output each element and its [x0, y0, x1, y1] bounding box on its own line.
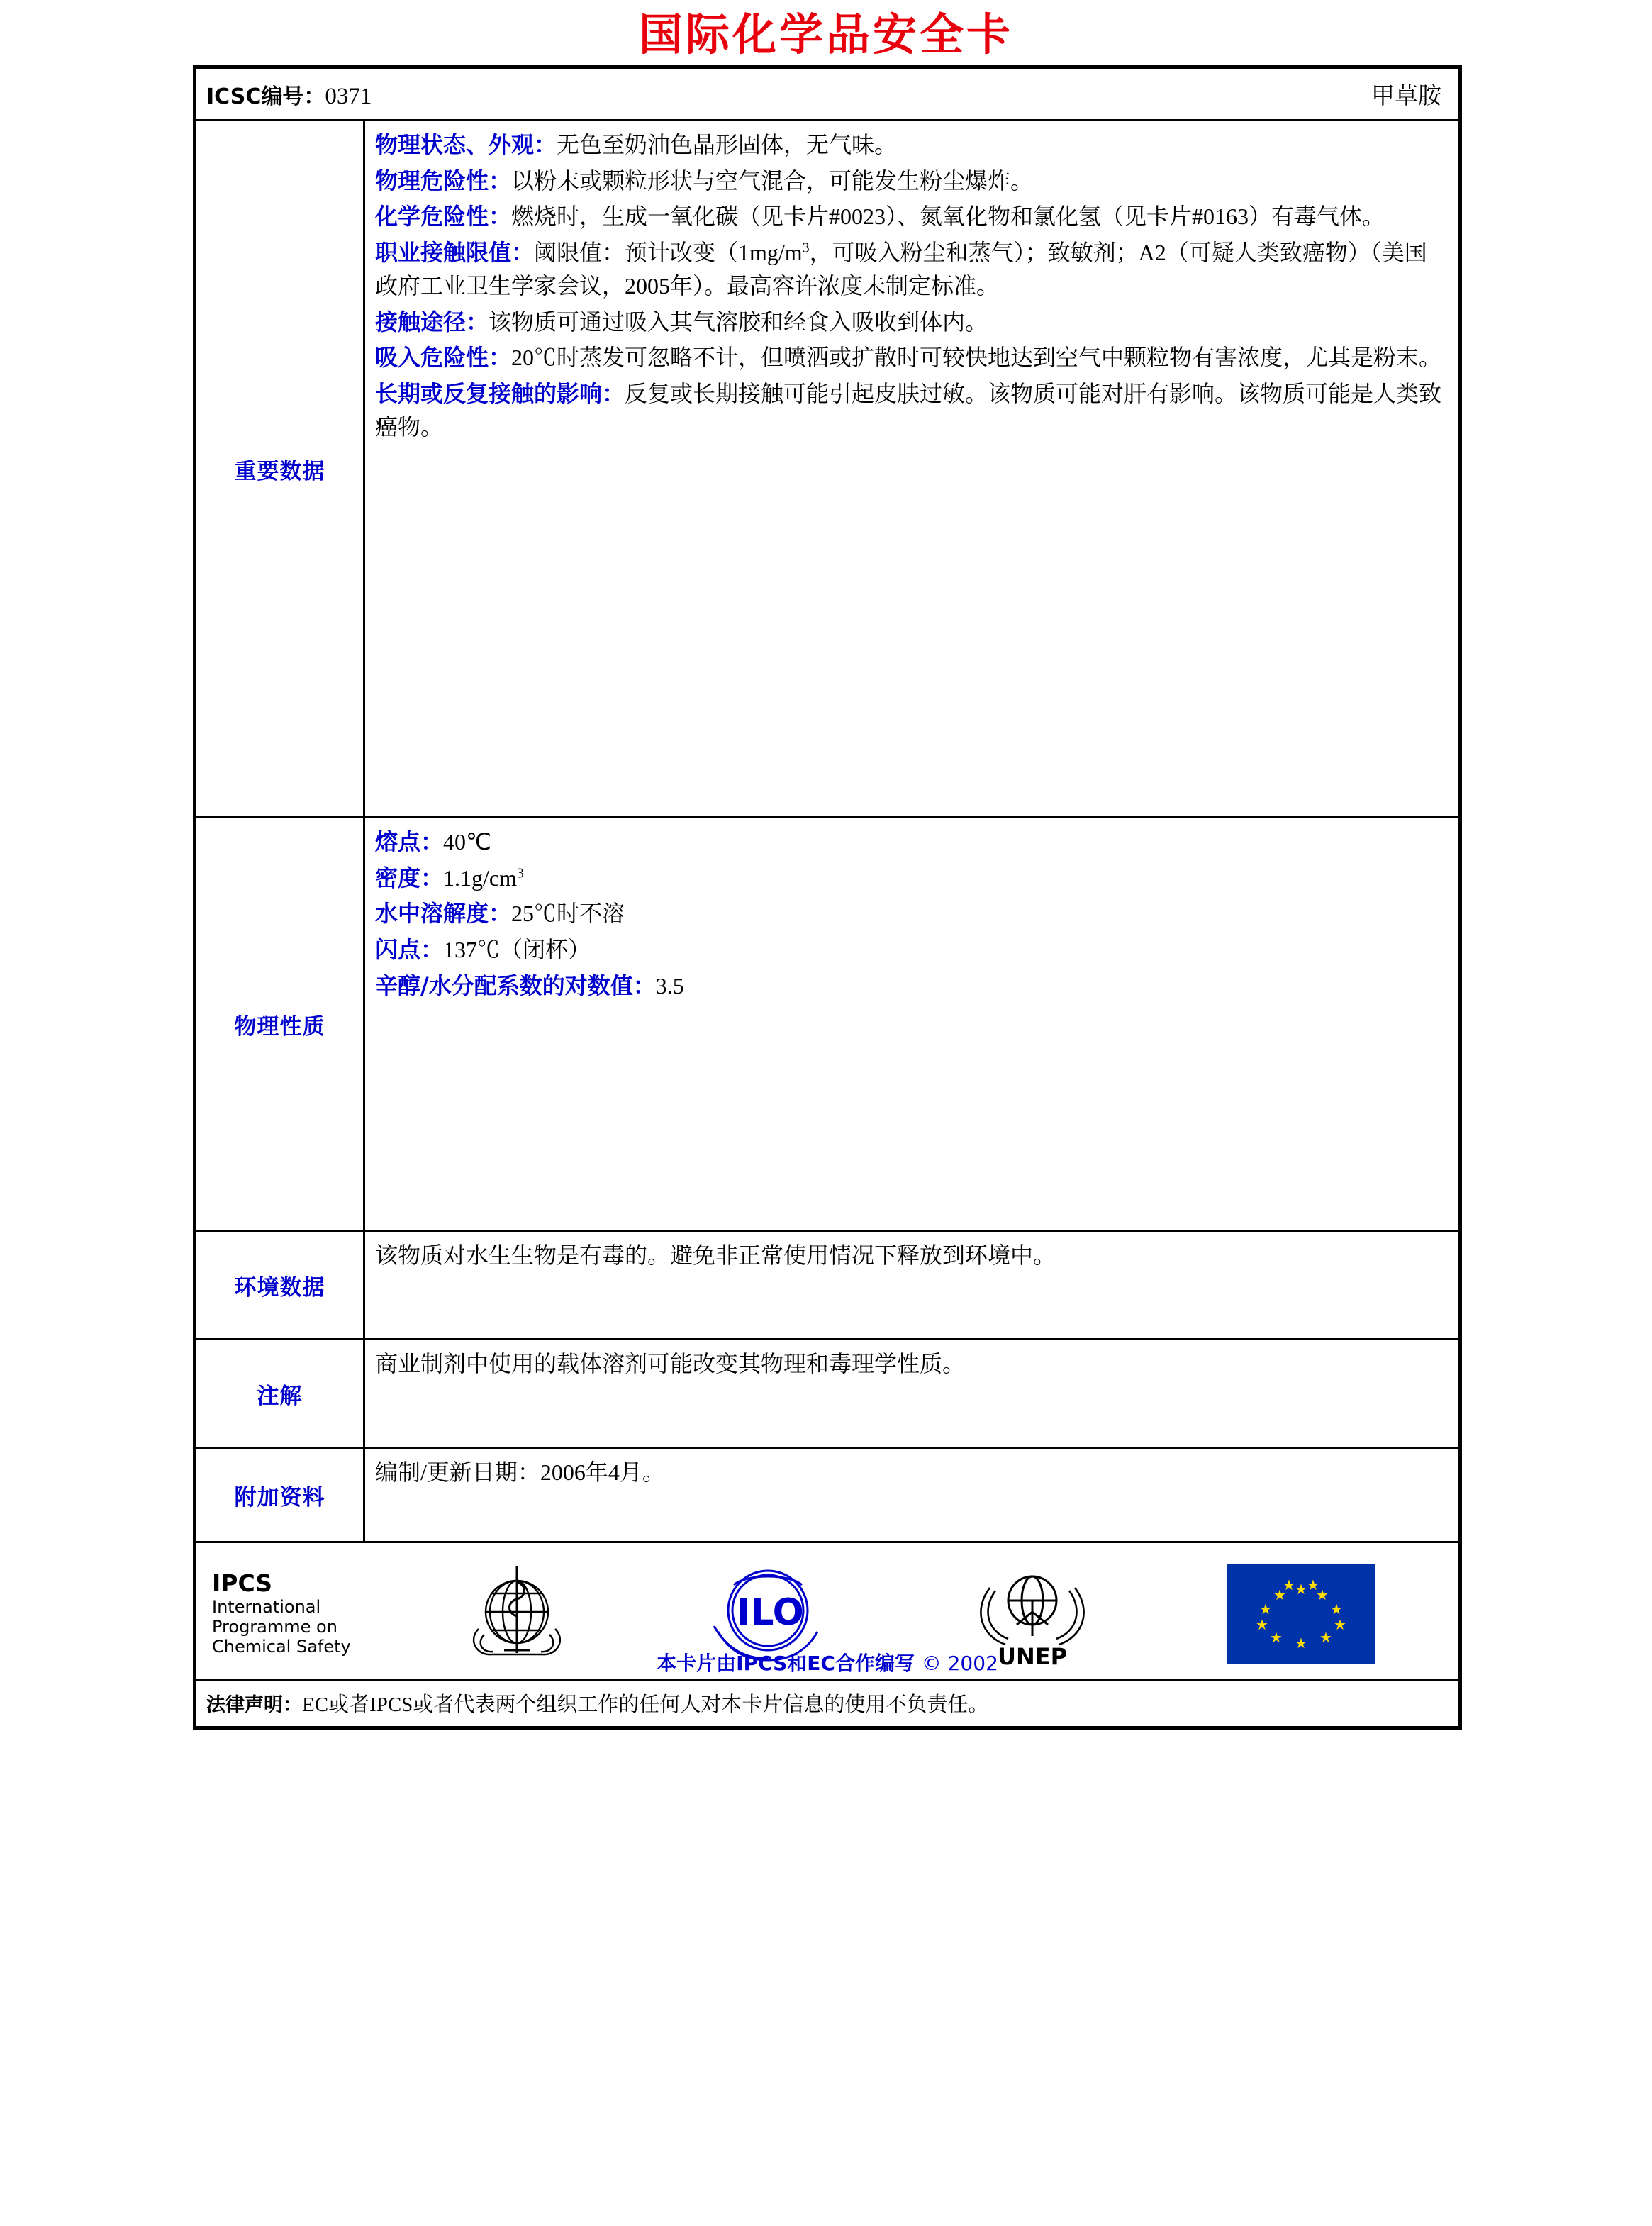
page-title: 国际化学品安全卡 — [638, 9, 1013, 60]
section-additional-info — [196, 1449, 1458, 1543]
icsc-number-label: ICSC编号： — [206, 84, 325, 109]
kw-inhalation-risk: 吸入危险性： — [375, 344, 512, 372]
kw-physical-state: 物理状态、外观： — [375, 131, 557, 158]
svg-text:★: ★ — [1259, 1602, 1273, 1618]
svg-text:★: ★ — [1334, 1618, 1347, 1633]
row-exposure-limits — [375, 236, 1444, 302]
kw-long-term-effects: 长期或反复接触的影响： — [375, 380, 625, 408]
kw-physical-hazards: 物理危险性： — [375, 167, 512, 194]
ipcs-subtitle-line1: International — [212, 1597, 321, 1618]
svg-text:★: ★ — [1283, 1578, 1296, 1593]
kw-flash-point: 闪点： — [375, 936, 444, 964]
ilo-label-text: ILO — [736, 1591, 804, 1634]
section-body-notes: 商业制剂中使用的载体溶剂可能改变其物理和毒理学性质。 — [375, 1351, 966, 1376]
row-physical-hazards — [375, 165, 1444, 198]
kw-density: 密度： — [375, 864, 444, 891]
ipcs-block — [203, 1571, 398, 1657]
val-long-term-effects: 反复或长期接触可能引起皮肤过敏。该物质可能对肝有影响。该物质可能是人类致癌物。 — [375, 381, 1442, 440]
svg-text:★: ★ — [1319, 1630, 1333, 1646]
ipcs-subtitle-line2: Programme on — [212, 1617, 337, 1637]
row-chemical-hazards — [375, 200, 1444, 233]
section-label-environment: 环境数据 — [196, 1232, 365, 1338]
row-physical-state — [375, 128, 1444, 162]
section-body-important — [365, 121, 1458, 816]
svg-text:★: ★ — [1295, 1636, 1308, 1652]
val-physical-state: 无色至奶油色晶形固体，无气味。 — [557, 132, 898, 157]
svg-text:★: ★ — [1270, 1630, 1283, 1646]
row-long-term-effects — [375, 377, 1444, 443]
icsc-number-value: 0371 — [325, 83, 372, 109]
footer-credit-text: 本卡片由IPCS和EC合作编写 — [657, 1652, 915, 1675]
val-logpow: 3.5 — [655, 972, 684, 998]
row-logpow — [375, 969, 1444, 1003]
section-physical-properties — [196, 818, 1458, 1232]
kw-chemical-hazards: 化学危险性： — [375, 203, 512, 230]
kw-exposure-limits: 职业接触限值： — [375, 239, 535, 267]
ipcs-subtitle-line3: Chemical Safety — [212, 1637, 351, 1657]
icsc-card — [193, 65, 1462, 1730]
val-inhalation-risk: 20℃时蒸发可忽略不计，但喷洒或扩散时可较快地达到空气中颗粒物有害浓度，尤其是粉末。 — [511, 345, 1442, 371]
section-label-important: 重要数据 — [196, 121, 365, 816]
row-inhalation-risk — [375, 341, 1444, 374]
section-important-data — [196, 121, 1458, 818]
kw-water-solubility: 水中溶解度： — [375, 900, 512, 928]
footer-credit — [196, 1648, 1458, 1676]
val-water-solubility: 25℃时不溶 — [511, 901, 625, 927]
section-environmental-data — [196, 1232, 1458, 1340]
row-routes-of-exposure — [375, 306, 1444, 339]
row-density — [375, 862, 1444, 895]
ipcs-title: IPCS — [212, 1569, 273, 1598]
section-label-notes: 注解 — [196, 1340, 365, 1447]
svg-text:★: ★ — [1316, 1588, 1329, 1603]
row-water-solubility — [375, 897, 1444, 930]
substance-name: 甲草胺 — [1371, 84, 1441, 109]
legal-notice — [196, 1681, 1458, 1726]
val-density: $1.1g/cm^3$ — [443, 864, 524, 891]
kw-melting-point: 熔点： — [375, 828, 444, 855]
svg-text:★: ★ — [1330, 1602, 1344, 1618]
section-body-physical — [365, 818, 1458, 1230]
val-physical-hazards: 以粉末或颗粒形状与空气混合，可能发生粉尘爆炸。 — [511, 167, 1034, 194]
icsc-number-block — [206, 79, 372, 110]
section-label-physical: 物理性质 — [196, 818, 365, 1230]
legal-label: 法律声明： — [206, 1694, 302, 1716]
kw-routes-of-exposure: 接触途径： — [375, 308, 489, 335]
unep-label-text: UNEP — [998, 1642, 1068, 1669]
val-exposure-limits: 阈限值：预计改变（$1mg/m^3$，可吸入粉尘和蒸气）；致敏剂；A2（可疑人类致癌物）（美国政府工业卫生学家会议，2005年）。最高容许浓度未制定标准。 — [375, 240, 1427, 299]
svg-text:★: ★ — [1307, 1578, 1320, 1593]
val-routes-of-exposure: 该物质可通过吸入其气溶胶和经食入吸收到体内。 — [489, 308, 988, 335]
section-body-extra: 编制/更新日期：2006年4月。 — [375, 1459, 665, 1485]
section-body-environment: 该物质对水生生物是有毒的。避免非正常使用情况下释放到环境中。 — [375, 1242, 1056, 1268]
card-header — [196, 69, 1458, 121]
val-flash-point: 137℃（闭杯） — [443, 937, 591, 963]
kw-logpow: 辛醇/水分配系数的对数值： — [375, 972, 656, 999]
svg-text:★: ★ — [1256, 1618, 1269, 1633]
svg-text:★: ★ — [1295, 1582, 1308, 1598]
val-chemical-hazards: 燃烧时，生成一氧化碳（见卡片#0023）、氮氧化物和氯化氢（见卡片#0163）有毒气体。 — [511, 204, 1385, 230]
section-label-extra: 附加资料 — [196, 1449, 365, 1541]
legal-text: EC或者IPCS或者代表两个组织工作的任何人对本卡片信息的使用不负责任。 — [302, 1693, 989, 1716]
val-melting-point: 40℃ — [443, 829, 491, 855]
section-notes — [196, 1340, 1458, 1449]
svg-text:★: ★ — [1273, 1588, 1287, 1603]
row-melting-point — [375, 825, 1444, 859]
footer-copyright: © 2002 — [921, 1652, 998, 1675]
card-footer — [196, 1543, 1458, 1681]
row-flash-point — [375, 933, 1444, 967]
